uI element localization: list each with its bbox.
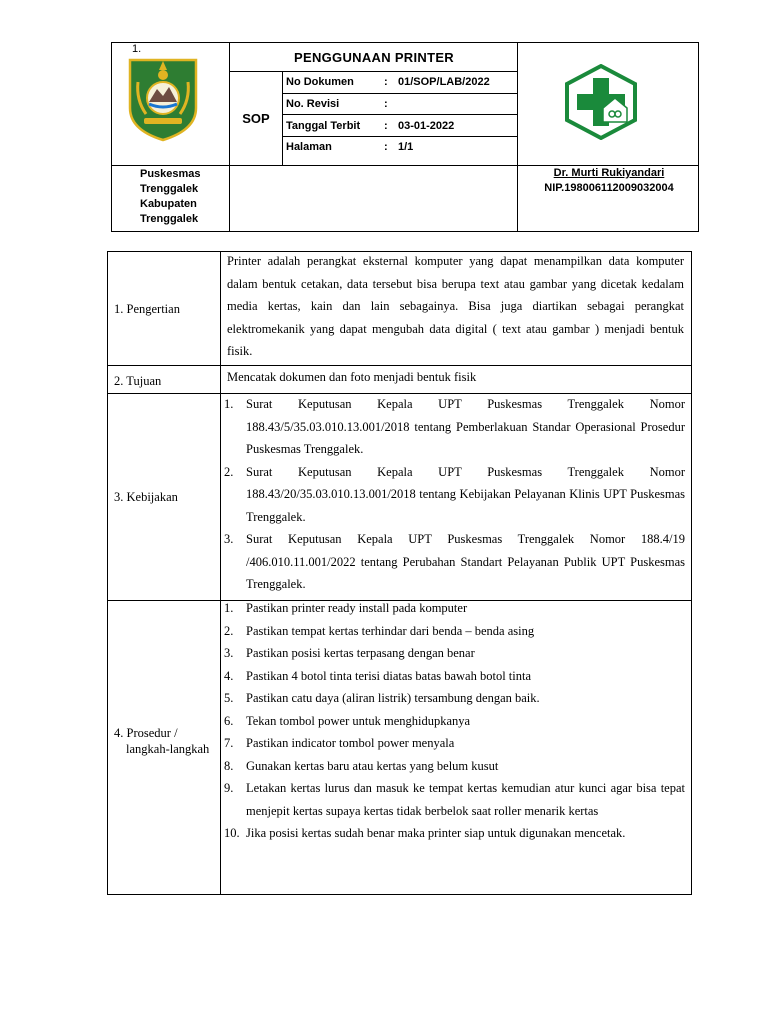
meta-value: 1/1 bbox=[398, 141, 414, 153]
prosedur-list bbox=[224, 597, 685, 845]
sop-label: SOP bbox=[242, 111, 270, 126]
list-item: 3. Surat Keputusan Kepala UPT Puskesmas Trenggalek Nomor 188.4/19 /406.010.11.001/2022 tentang Perubahan Standart Pelayanan Publik UPT Puskesmas Trenggalek. bbox=[224, 532, 685, 591]
tujuan-text: Mencatak dokumen dan foto menjadi bentuk fisik bbox=[227, 370, 477, 384]
meta-colon: : bbox=[384, 141, 388, 153]
pengertian-text: Printer adalah perangkat eksternal komputer yang dapat menampilkan data komputer dalam bentuk cetakan, data tersebut bisa berupa text atau gambar yang dicetak kedalam media kertas, kain dan lain sebagainya. Bisa juga diartikan sebagai perangkat elektromekanik yang dapat mengubah data digital ( text atau gambar ) menjadi bentuk fisik. bbox=[227, 254, 684, 358]
section-label-kebijakan: 3. Kebijakan bbox=[114, 490, 178, 504]
document-title: PENGGUNAAN PRINTER bbox=[294, 50, 454, 65]
list-item: 8. Gunakan kertas baru atau kertas yang belum kusut bbox=[224, 758, 499, 773]
meta-value: 03-01-2022 bbox=[398, 120, 455, 132]
institution-name: Puskesmas Trenggalek Kabupaten Trenggalek bbox=[140, 168, 201, 225]
section-label-prosedur: 4. Prosedur / langkah-langkah bbox=[114, 726, 210, 756]
signer-nip: NIP.198006112009032004 bbox=[544, 182, 674, 194]
meta-colon: : bbox=[384, 120, 388, 132]
divider bbox=[112, 165, 699, 166]
divider bbox=[229, 71, 517, 72]
kabupaten-trenggalek-logo bbox=[126, 56, 200, 142]
list-item: 2. Surat Keputusan Kepala UPT Puskesmas Trenggalek Nomor 188.43/20/35.03.010.13.001/2018 tentang Kebijakan Pelayanan Klinis UPT Puskesmas Trenggalek. bbox=[224, 464, 685, 524]
section-label-tujuan: 2. Tujuan bbox=[114, 374, 162, 388]
list-item: 1. Pastikan printer ready install pada komputer bbox=[224, 601, 468, 615]
list-item: 5. Pastikan catu daya (aliran listrik) tersambung dengan baik. bbox=[224, 691, 540, 705]
meta-label: No Dokumen bbox=[286, 76, 354, 88]
list-item: 9. Letakan kertas lurus dan masuk ke tempat kertas kemudian atur kunci agar bisa tepat menjepit kertas supaya kertas tidak berbelok saat roller menarik kertas bbox=[224, 781, 685, 818]
sop-header bbox=[111, 42, 699, 232]
list-item: 1. Surat Keputusan Kepala UPT Puskesmas Trenggalek Nomor 188.43/5/35.03.010.13.001/2018 tentang Pemberlakuan Standar Operasional Prosedur Puskesmas Trenggalek. bbox=[224, 397, 685, 456]
meta-label: Halaman bbox=[286, 141, 332, 153]
signer-name: Dr. Murti Rukiyandari bbox=[553, 167, 665, 179]
divider bbox=[282, 93, 517, 94]
puskesmas-logo bbox=[563, 64, 639, 140]
list-item: 2. Pastikan tempat kertas terhindar dari benda – benda asing bbox=[224, 623, 535, 638]
divider bbox=[282, 71, 283, 165]
divider bbox=[220, 252, 221, 895]
list-item: 6. Tekan tombol power untuk menghidupkanya bbox=[224, 713, 471, 728]
section-label-pengertian: 1. Pengertian bbox=[114, 302, 180, 316]
list-item: 3. Pastikan posisi kertas terpasang dengan benar bbox=[224, 646, 475, 660]
kebijakan-list bbox=[224, 393, 685, 596]
sop-content-table bbox=[107, 251, 692, 895]
divider bbox=[282, 136, 517, 137]
meta-label: Tanggal Terbit bbox=[286, 120, 361, 132]
list-item: 4. Pastikan 4 botol tinta terisi diatas batas bawah botol tinta bbox=[224, 668, 532, 683]
logo-number: 1. bbox=[132, 43, 142, 55]
divider bbox=[517, 43, 518, 232]
list-item: 7. Pastikan indicator tombol power menyala bbox=[224, 736, 455, 750]
meta-colon: : bbox=[384, 76, 388, 88]
meta-value: 01/SOP/LAB/2022 bbox=[398, 76, 490, 88]
meta-colon: : bbox=[384, 98, 388, 110]
list-item: 10. Jika posisi kertas sudah benar maka printer siap untuk digunakan mencetak. bbox=[224, 826, 626, 840]
divider bbox=[282, 114, 517, 115]
meta-label: No. Revisi bbox=[286, 98, 340, 110]
